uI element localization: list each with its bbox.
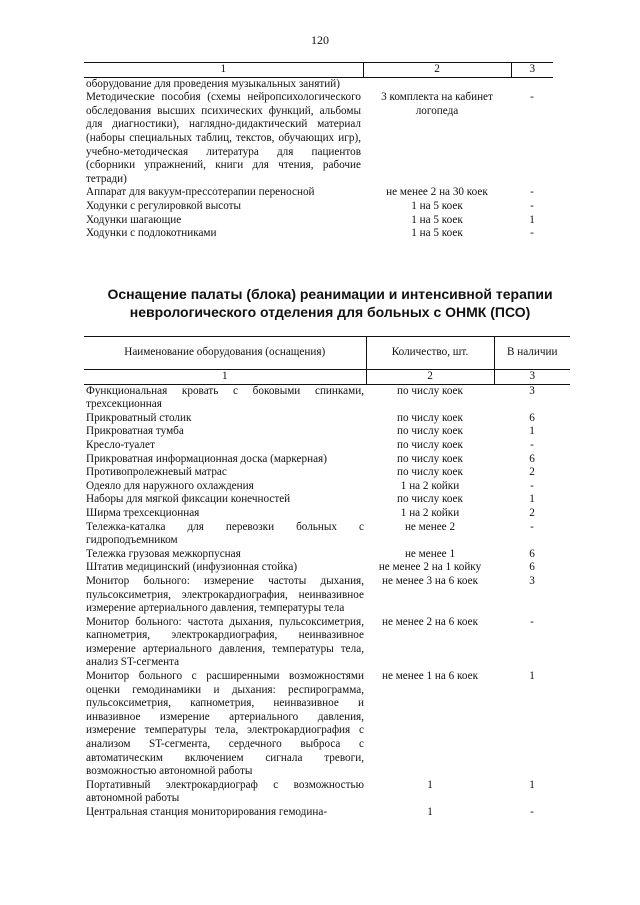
table-row [84,806,570,820]
table-row [84,561,570,575]
equipment-available: 6 [529,561,535,574]
column-number-row [84,63,553,78]
table-row [84,575,570,616]
header-quantity: Количество, шт. [366,337,494,370]
equipment-name: Центральная станция мониторирования гемодина- [86,806,328,818]
table-row [84,91,553,186]
equipment-quantity: не менее 2 на 6 коек [381,615,479,628]
equipment-quantity: по числу коек [397,466,463,479]
equipment-available: 2 [529,506,535,519]
equipment-available: 3 [529,384,535,397]
equipment-quantity: 1 на 2 койки [400,479,460,492]
equipment-available: - [530,186,534,199]
column-number-row [84,370,570,385]
header-available: В наличии [494,337,570,370]
equipment-name: Наборы для мягкой фиксации конечностей [86,493,291,506]
table-row [84,214,553,228]
equipment-available: 1 [529,778,535,791]
equipment-available [511,77,553,91]
col-number-3: 3 [494,370,570,385]
equipment-name: оборудование для проведения музыкальных занятий) [86,77,340,90]
equipment-quantity: 1 [427,806,433,818]
equipment-name: Кресло-туалет [86,438,155,451]
col-number-1: 1 [84,63,363,78]
equipment-name: Прикроватная тумба [86,425,184,438]
table-row [84,480,570,494]
equipment-available: - [530,227,534,240]
equipment-name: Функциональная кровать с боковыми спинками, трехсекционная [86,384,364,411]
equipment-name: Тележка-каталка для перевозки больных с гидроподъемником [86,520,364,547]
equipment-quantity: 1 на 5 коек [411,227,463,240]
equipment-available: 1 [529,425,535,438]
equipment-name: Ходунки с регулировкой высоты [86,199,242,212]
table-row [84,521,570,548]
equipment-quantity: 1 на 5 коек [411,199,463,212]
equipment-available: 1 [529,213,535,226]
equipment-name: Прикроватная информационная доска (маркерная) [86,452,327,465]
equipment-name: Методические пособия (схемы нейропсихологического обследования высших психических функций, альбомы для диагностики), наглядно-дидактический материал (наборы специальных таблиц, текстов, обучающих игр), учебно-методическая литература для пациентов (сборники упражнений, книги для чтения, рабочие тетради) [86,91,361,185]
equipment-quantity: по числу коек [397,438,463,451]
equipment-available: - [530,479,534,492]
equipment-name: Ходунки шагающие [86,213,182,226]
equipment-name: Тележка грузовая межкорпусная [86,547,241,560]
table-row [84,548,570,562]
equipment-available: 1 [529,670,535,683]
header-equipment-name: Наименование оборудования (оснащения) [84,337,366,370]
equipment-available: 1 [529,493,535,506]
equipment-quantity: не менее 1 [404,547,456,560]
table-row [84,186,553,200]
equipment-quantity: по числу коек [397,425,463,438]
section-title: Оснащение палаты (блока) реанимации и интенсивной терапии неврологического отделения для больных с ОНМК (ПСО) [107,286,553,320]
equipment-table-continued [84,62,553,241]
equipment-name: Аппарат для вакуум-прессотерапии переносной [86,186,315,199]
equipment-quantity: не менее 1 на 6 коек [381,670,479,683]
equipment-quantity: 3 комплекта на кабинет логопеда [381,91,493,117]
table-row [84,384,570,412]
equipment-name: Монитор больного с расширенными возможностями оценки гемодинамики и дыхания: респирограмма, пульсоксиметрия, капнометрия, неинвазивное и инвазивное измерение артериального давления, измерение температуры тела, электрокардиография с анализом ST-сегмента, сердечного выброса с автоматическим включением сигнала тревоги, возможностью автономной работы [86,670,364,778]
table-row [84,453,570,467]
equipment-available: 2 [529,466,535,479]
table-row [84,493,570,507]
equipment-quantity: 1 на 2 койки [400,506,460,519]
equipment-quantity: не менее 2 [404,520,456,533]
equipment-quantity: не менее 2 на 30 коек [386,186,488,199]
icu-equipment-table [84,336,570,820]
table-row [84,616,570,670]
equipment-name: Монитор больного: частота дыхания, пульсоксиметрия, капнометрия, электрокардиография, неинвазивное измерение артериального давления, температуры тела, анализ ST-сегмента [86,615,364,669]
equipment-quantity: 1 [427,778,433,791]
table-header-row [84,337,570,370]
table-row [84,77,553,91]
equipment-name: Одеяло для наружного охлаждения [86,479,254,492]
equipment-quantity [363,77,511,91]
equipment-quantity: по числу коек [397,384,463,397]
equipment-available: - [530,199,534,212]
equipment-available: - [530,438,534,451]
equipment-available: - [530,806,534,818]
equipment-quantity: 1 на 5 коек [411,213,463,226]
equipment-available: 6 [529,452,535,465]
equipment-name: Монитор больного: измерение частоты дыхания, пульсоксиметрия, электрокардиография, неинвазивное измерение артериального давления, температуры тела [86,574,364,615]
equipment-quantity: по числу коек [397,411,463,424]
table-row [84,439,570,453]
table-row [84,507,570,521]
equipment-name: Прикроватный столик [86,411,192,424]
table-row [84,412,570,426]
equipment-name: Портативный электрокардиограф с возможностью автономной работы [86,778,364,805]
equipment-available: - [530,91,534,104]
col-number-2: 2 [366,370,494,385]
col-number-1: 1 [84,370,366,385]
table-row [84,670,570,779]
equipment-available: 3 [529,574,535,587]
equipment-name: Противопролежневый матрас [86,466,227,479]
equipment-available: - [530,615,534,628]
table-row [84,466,570,480]
table-row [84,227,553,241]
table-row [84,425,570,439]
equipment-available: - [530,520,534,533]
equipment-available: 6 [529,547,535,560]
equipment-name: Ширма трехсекционная [86,506,200,519]
col-number-3: 3 [511,63,553,78]
equipment-quantity: не менее 3 на 6 коек [381,574,479,587]
page-number: 120 [311,33,329,47]
col-number-2: 2 [363,63,511,78]
table-row [84,200,553,214]
equipment-quantity: по числу коек [397,493,463,506]
equipment-name: Штатив медицинский (инфузионная стойка) [86,561,298,574]
equipment-name: Ходунки с подлокотниками [86,227,217,240]
table-row [84,779,570,806]
equipment-quantity: по числу коек [397,452,463,465]
equipment-available: 6 [529,411,535,424]
equipment-quantity: не менее 2 на 1 койку [378,561,482,574]
